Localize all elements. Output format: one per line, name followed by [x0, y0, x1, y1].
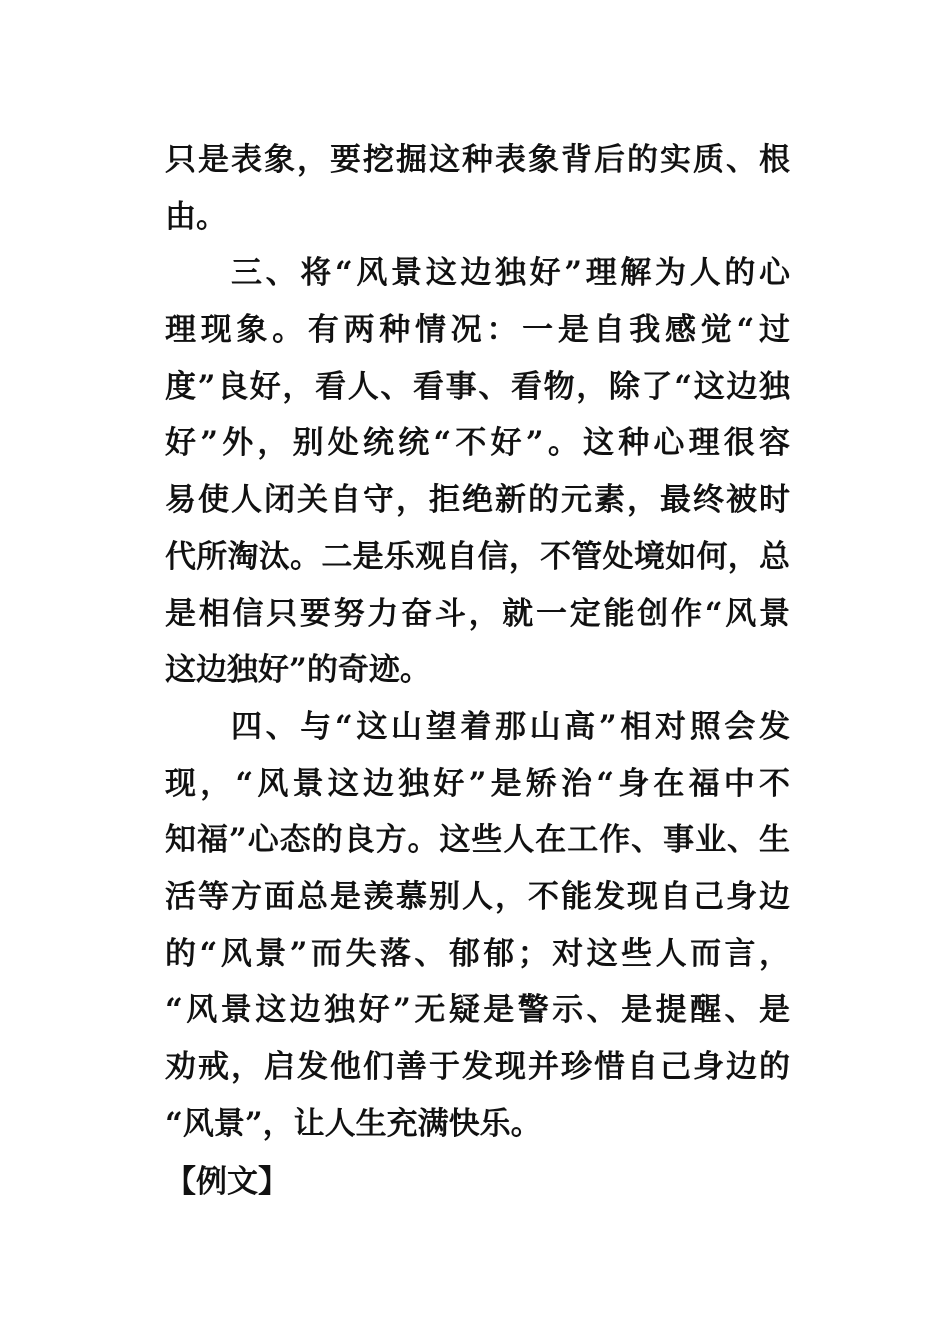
paragraph-3-line-7: 劝戒，启发他们善于发现并珍惜自己身边的	[165, 1049, 790, 1085]
paragraph-2-line-5: 易使人闭关自守，拒绝新的元素，最终被时	[165, 482, 790, 519]
paragraph-3-line-6: “风景这边独好”无疑是警示、是提醒、是	[165, 992, 790, 1029]
paragraph-3-line-5: 的“风景”而失落、郁郁；对这些人而言，	[165, 935, 790, 972]
paragraph-3-line-2: 现，“风景这边独好”是矫治“身在福中不	[165, 765, 790, 802]
body-text	[165, 132, 790, 1152]
paragraph-2-line-2: 理现象。有两种情况：一是自我感觉“过	[165, 312, 790, 349]
paragraph-1-line-1: 只是表象，要挖掘这种表象背后的实质、根	[165, 142, 790, 178]
paragraph-3-line-3: 知福”心态的良方。这些人在工作、事业、生	[165, 822, 790, 859]
paragraph-3-line-8: “风景”，让人生充满快乐。	[165, 1105, 542, 1142]
paragraph-1-line-2: 由。	[165, 198, 227, 235]
paragraph-2-line-4: 好”外，别处统统“不好”。这种心理很容	[165, 425, 790, 462]
paragraph-2-line-3: 度”良好，看人、看事、看物，除了“这边独	[165, 368, 790, 405]
paragraph-3-line-4: 活等方面总是羡慕别人，不能发现自己身边	[165, 878, 790, 915]
paragraph-2-line-6: 代所淘汰。二是乐观自信，不管处境如何，总	[165, 538, 790, 575]
paragraph-2-line-8: 这边独好”的奇迹。	[165, 652, 431, 689]
paragraph-3-line-1: 四、与“这山望着那山高”相对照会发	[231, 708, 790, 745]
paragraph-2-line-1: 三、将“风景这边独好”理解为人的心	[231, 255, 790, 292]
paragraph-2-line-7: 是相信只要努力奋斗，就一定能创作“风景	[165, 595, 790, 632]
section-heading-example: 【例文】	[165, 1164, 289, 1200]
